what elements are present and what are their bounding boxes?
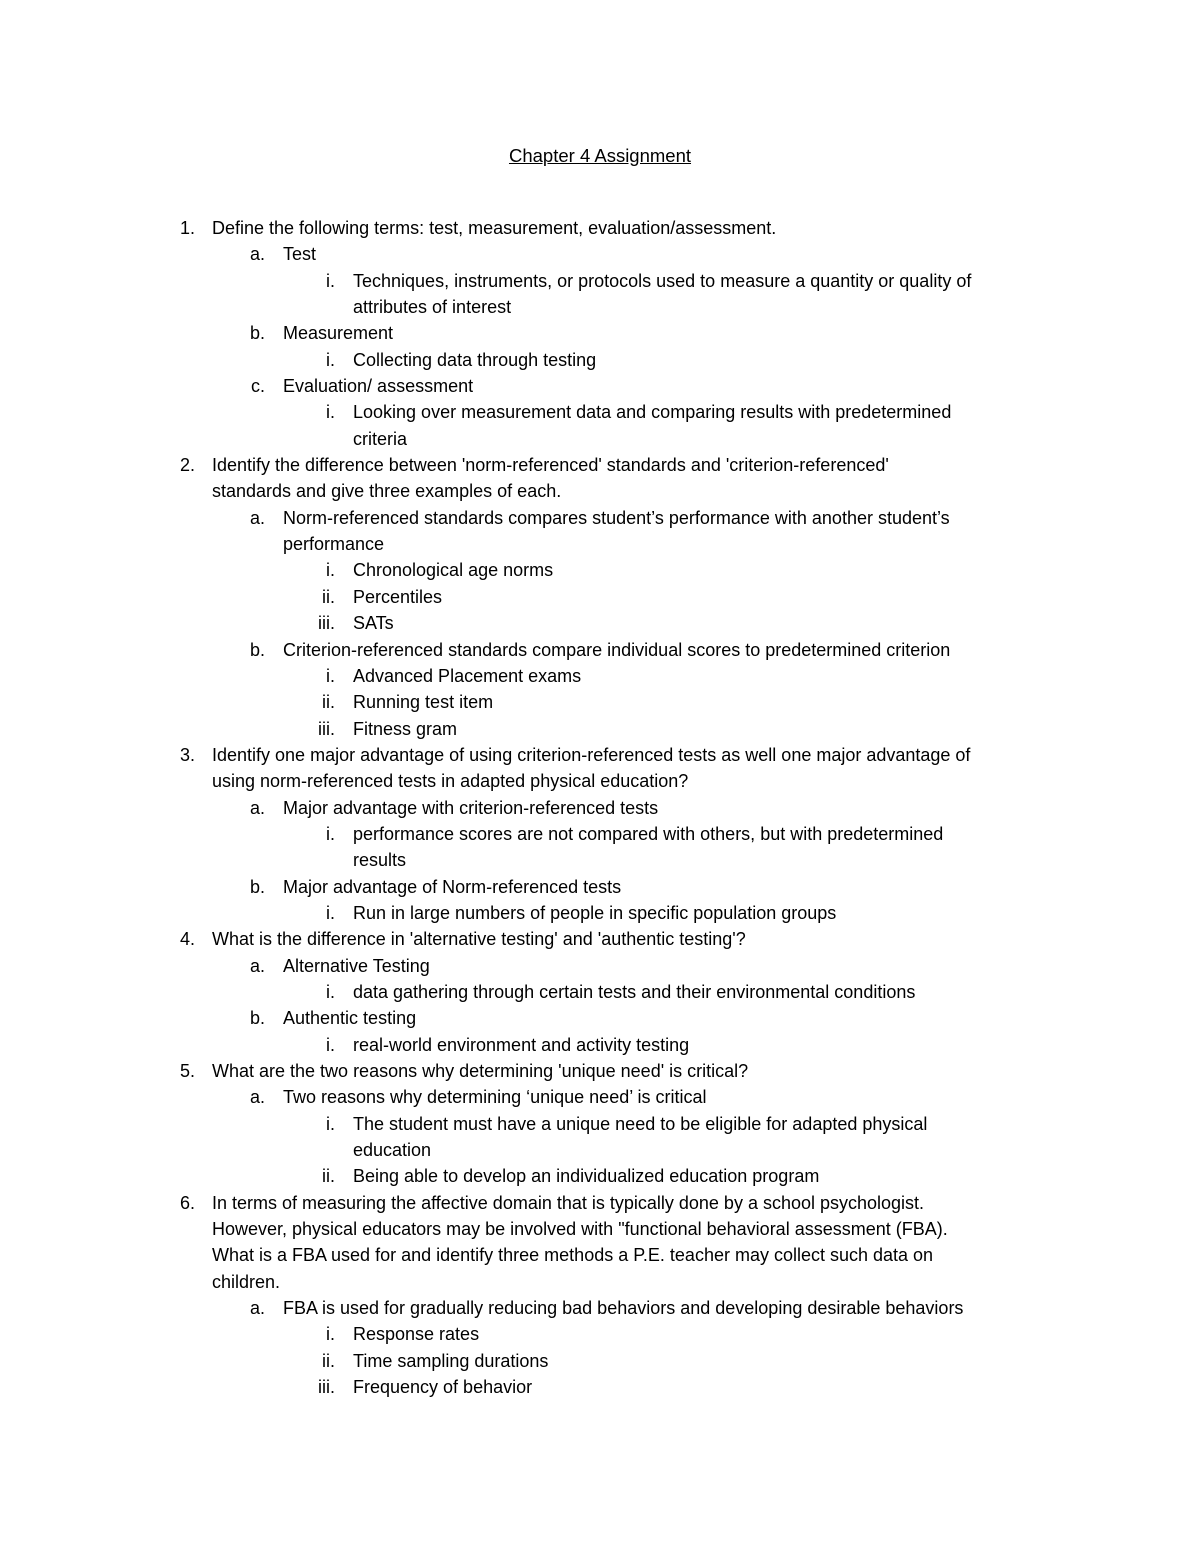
list-marker: c. <box>250 376 265 397</box>
list-line <box>0 716 1200 742</box>
list-line <box>0 584 1200 610</box>
list-marker: b. <box>249 1008 265 1029</box>
list-line <box>0 1137 1200 1163</box>
list-line <box>0 241 1200 267</box>
list-line <box>0 373 1200 399</box>
list-marker: b. <box>249 876 265 897</box>
list-text: Two reasons why determining ‘unique need’ is critical <box>283 1087 707 1108</box>
list-marker: i. <box>326 270 335 291</box>
list-line <box>0 1190 1200 1216</box>
list-line <box>0 1348 1200 1374</box>
list-marker: iii. <box>318 1377 335 1398</box>
list-marker: 2. <box>179 455 195 476</box>
list-line <box>0 821 1200 847</box>
list-marker: 5. <box>179 1061 195 1081</box>
list-marker: a. <box>249 797 265 818</box>
list-marker: i. <box>326 665 335 686</box>
list-text: Collecting data through testing <box>353 349 597 370</box>
list-text: What is a FBA used for and identify three methods a P.E. teacher may collect such data on <box>212 1245 934 1266</box>
list-line <box>0 768 1200 794</box>
list-line <box>0 1005 1200 1031</box>
list-text: Response rates <box>353 1324 480 1345</box>
list-line <box>0 1295 1200 1321</box>
list-line <box>0 478 1200 504</box>
list-line <box>0 320 1200 346</box>
list-text: Run in large numbers of people in specific population groups <box>353 902 837 923</box>
list-line <box>0 742 1200 768</box>
list-line <box>0 1269 1200 1295</box>
list-line <box>0 1321 1200 1347</box>
list-line <box>0 1216 1200 1242</box>
list-line <box>0 689 1200 715</box>
list-line <box>0 1163 1200 1189</box>
list-text: real-world environment and activity testing <box>353 1034 690 1055</box>
list-marker: i. <box>326 823 335 844</box>
list-text: Define the following terms: test, measurement, evaluation/assessment. <box>212 218 777 238</box>
list-line <box>0 1032 1200 1058</box>
list-marker: a. <box>249 507 265 528</box>
list-text: Techniques, instruments, or protocols used to measure a quantity or quality of <box>353 270 972 291</box>
list-marker: 6. <box>179 1192 195 1213</box>
list-text: What is the difference in 'alternative testing' and 'authentic testing'? <box>212 929 746 950</box>
list-text: Running test item <box>353 692 494 713</box>
list-marker: iii. <box>318 613 335 634</box>
list-line <box>0 1374 1200 1400</box>
list-text: Looking over measurement data and comparing results with predetermined <box>353 402 952 423</box>
list-marker: ii. <box>322 1350 335 1371</box>
list-text: Alternative Testing <box>283 955 430 976</box>
list-line <box>0 294 1200 320</box>
list-text: children. <box>212 1271 281 1292</box>
list-line <box>0 795 1200 821</box>
list-marker: 4. <box>179 929 195 950</box>
list-marker: b. <box>249 323 265 344</box>
list-marker: i. <box>326 402 335 423</box>
list-text: Advanced Placement exams <box>353 665 582 686</box>
list-text: data gathering through certain tests and their environmental conditions <box>353 981 916 1002</box>
list-text: In terms of measuring the affective domain that is typically done by a school psychologist. <box>212 1192 925 1213</box>
list-line <box>0 979 1200 1005</box>
list-line <box>0 426 1200 452</box>
list-text: SATs <box>353 613 394 634</box>
list-line <box>0 1058 1200 1084</box>
list-text: FBA is used for gradually reducing bad behaviors and developing desirable behaviors <box>283 1298 964 1319</box>
list-marker: a. <box>249 955 265 976</box>
list-text: results <box>353 850 407 871</box>
list-text: standards and give three examples of each. <box>212 481 562 502</box>
list-text: Time sampling durations <box>353 1350 549 1371</box>
list-marker: i. <box>326 349 335 370</box>
list-text: Evaluation/ assessment <box>283 376 474 397</box>
list-line <box>0 847 1200 873</box>
list-line <box>0 874 1200 900</box>
list-marker: i. <box>326 981 335 1002</box>
list-marker: i. <box>326 560 335 581</box>
list-text: Criterion-referenced standards compare individual scores to predetermined criterion <box>283 639 951 660</box>
list-marker: a. <box>249 1087 265 1108</box>
list-marker: ii. <box>322 1166 335 1187</box>
list-line <box>0 900 1200 926</box>
list-line <box>0 1242 1200 1268</box>
list-line <box>0 531 1200 557</box>
list-text: However, physical educators may be involved with "functional behavioral assessment (FBA). <box>212 1219 948 1240</box>
list-text: The student must have a unique need to be eligible for adapted physical <box>353 1113 928 1134</box>
list-line <box>0 637 1200 663</box>
list-text: Major advantage of Norm-referenced tests <box>283 876 622 897</box>
list-marker: i. <box>326 902 335 923</box>
list-text: Chronological age norms <box>353 560 554 581</box>
list-text: Identify the difference between 'norm-referenced' standards and 'criterion-referenced' <box>212 455 889 476</box>
list-text: Being able to develop an individualized education program <box>353 1166 820 1187</box>
list-marker: ii. <box>322 692 335 713</box>
list-line <box>0 215 1200 241</box>
list-text: criteria <box>353 428 408 449</box>
list-text: using norm-referenced tests in adapted physical education? <box>212 771 689 792</box>
list-marker: 1. <box>179 218 195 238</box>
list-marker: a. <box>249 1298 265 1319</box>
list-marker: a. <box>249 244 265 265</box>
list-marker: i. <box>326 1113 335 1134</box>
list-text: Authentic testing <box>283 1008 417 1029</box>
list-marker: i. <box>326 1324 335 1345</box>
list-text: attributes of interest <box>353 297 512 318</box>
document-title: Chapter 4 Assignment <box>508 145 692 166</box>
list-text: Major advantage with criterion-referenced tests <box>283 797 659 818</box>
list-line <box>0 953 1200 979</box>
list-text: performance scores are not compared with others, but with predetermined <box>353 823 944 844</box>
list-text: Percentiles <box>353 586 443 607</box>
list-text: Measurement <box>283 323 394 344</box>
list-line <box>0 268 1200 294</box>
assignment-list <box>0 215 1200 1400</box>
list-marker: iii. <box>318 718 335 739</box>
list-text: Test <box>283 244 317 265</box>
list-text: Frequency of behavior <box>353 1377 533 1398</box>
list-line <box>0 505 1200 531</box>
list-line <box>0 1111 1200 1137</box>
list-marker: 3. <box>179 744 195 765</box>
list-text: Fitness gram <box>353 718 458 739</box>
list-line <box>0 926 1200 952</box>
list-text: performance <box>283 534 385 555</box>
list-marker: ii. <box>322 586 335 607</box>
list-line <box>0 452 1200 478</box>
list-marker: b. <box>249 639 265 660</box>
list-line <box>0 610 1200 636</box>
list-line <box>0 347 1200 373</box>
list-text: Identify one major advantage of using criterion-referenced tests as well one major advantage of <box>212 744 971 765</box>
list-text: education <box>353 1140 432 1161</box>
list-line <box>0 1084 1200 1110</box>
list-line <box>0 663 1200 689</box>
list-line <box>0 557 1200 583</box>
list-text: Norm-referenced standards compares student’s performance with another student’s <box>283 507 950 528</box>
list-marker: i. <box>326 1034 335 1055</box>
list-line <box>0 399 1200 425</box>
list-text: What are the two reasons why determining 'unique need' is critical? <box>212 1061 749 1081</box>
